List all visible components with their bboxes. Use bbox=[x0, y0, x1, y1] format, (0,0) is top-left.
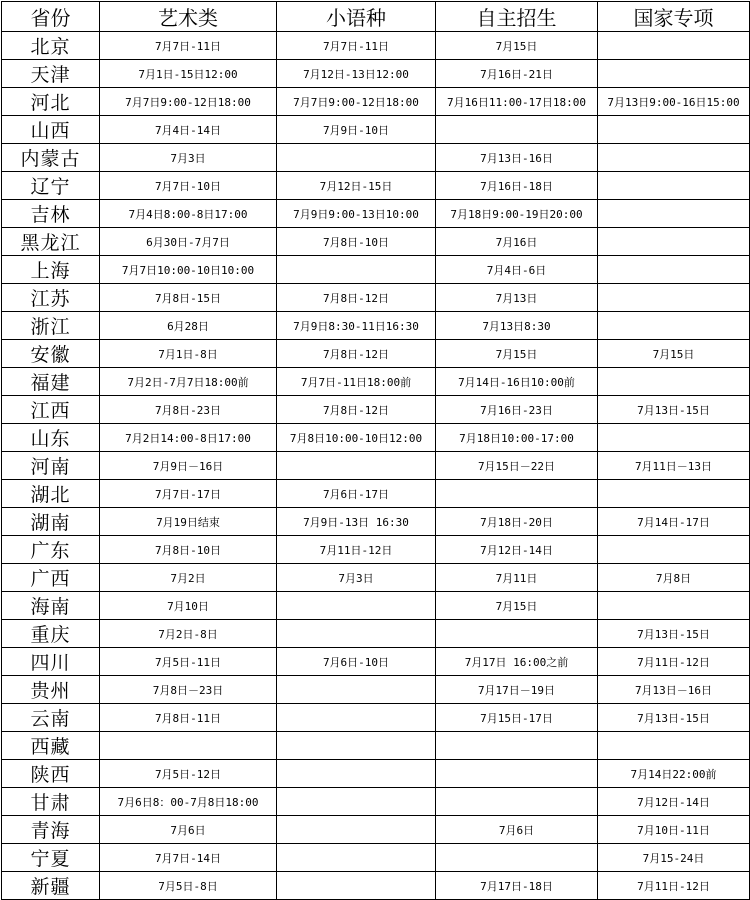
province-cell: 江西 bbox=[2, 396, 100, 424]
province-cell: 四川 bbox=[2, 648, 100, 676]
minor-language-cell bbox=[277, 788, 436, 816]
arts-cell: 7月5日-11日 bbox=[100, 648, 277, 676]
arts-cell: 7月2日 bbox=[100, 564, 277, 592]
province-cell: 安徽 bbox=[2, 340, 100, 368]
minor-language-cell bbox=[277, 704, 436, 732]
national-special-cell bbox=[598, 592, 750, 620]
arts-cell: 7月7日-17日 bbox=[100, 480, 277, 508]
national-special-cell: 7月11日-12日 bbox=[598, 648, 750, 676]
arts-cell: 7月4日-14日 bbox=[100, 116, 277, 144]
province-cell: 河南 bbox=[2, 452, 100, 480]
arts-cell bbox=[100, 732, 277, 760]
national-special-cell bbox=[598, 200, 750, 228]
table-row bbox=[2, 88, 750, 116]
national-special-cell bbox=[598, 312, 750, 340]
national-special-cell bbox=[598, 256, 750, 284]
arts-cell: 7月10日 bbox=[100, 592, 277, 620]
independent-enrollment-cell bbox=[436, 844, 598, 872]
arts-cell: 7月7日9:00-12日18:00 bbox=[100, 88, 277, 116]
province-cell: 西藏 bbox=[2, 732, 100, 760]
table-row bbox=[2, 144, 750, 172]
enrollment-schedule-table bbox=[1, 1, 750, 900]
province-cell: 内蒙古 bbox=[2, 144, 100, 172]
province-cell: 云南 bbox=[2, 704, 100, 732]
minor-language-cell bbox=[277, 844, 436, 872]
arts-cell: 7月7日-11日 bbox=[100, 32, 277, 60]
minor-language-cell: 7月9日8:30-11日16:30 bbox=[277, 312, 436, 340]
independent-enrollment-cell: 7月13日 bbox=[436, 284, 598, 312]
province-cell: 湖北 bbox=[2, 480, 100, 508]
table-body bbox=[2, 32, 750, 900]
province-cell: 贵州 bbox=[2, 676, 100, 704]
national-special-cell: 7月15日 bbox=[598, 340, 750, 368]
national-special-cell bbox=[598, 144, 750, 172]
minor-language-cell: 7月6日-17日 bbox=[277, 480, 436, 508]
independent-enrollment-cell: 7月15日 bbox=[436, 340, 598, 368]
national-special-cell bbox=[598, 116, 750, 144]
independent-enrollment-cell: 7月15日 bbox=[436, 592, 598, 620]
independent-enrollment-cell: 7月15日 bbox=[436, 32, 598, 60]
independent-enrollment-cell: 7月14日-16日10:00前 bbox=[436, 368, 598, 396]
table-row bbox=[2, 368, 750, 396]
arts-cell: 7月8日-11日 bbox=[100, 704, 277, 732]
minor-language-cell bbox=[277, 816, 436, 844]
province-cell: 福建 bbox=[2, 368, 100, 396]
independent-enrollment-cell bbox=[436, 760, 598, 788]
province-cell: 北京 bbox=[2, 32, 100, 60]
national-special-cell: 7月15-24日 bbox=[598, 844, 750, 872]
province-cell: 广东 bbox=[2, 536, 100, 564]
arts-cell: 7月2日14:00-8日17:00 bbox=[100, 424, 277, 452]
independent-enrollment-cell: 7月13日8:30 bbox=[436, 312, 598, 340]
table-row bbox=[2, 116, 750, 144]
province-cell: 河北 bbox=[2, 88, 100, 116]
national-special-cell: 7月11日－13日 bbox=[598, 452, 750, 480]
table-row bbox=[2, 312, 750, 340]
minor-language-cell: 7月8日10:00-10日12:00 bbox=[277, 424, 436, 452]
national-special-cell: 7月13日－16日 bbox=[598, 676, 750, 704]
table-row bbox=[2, 284, 750, 312]
table-row bbox=[2, 592, 750, 620]
arts-cell: 7月2日-7月7日18:00前 bbox=[100, 368, 277, 396]
national-special-cell bbox=[598, 172, 750, 200]
table-row bbox=[2, 172, 750, 200]
table-row bbox=[2, 340, 750, 368]
minor-language-cell bbox=[277, 144, 436, 172]
independent-enrollment-cell: 7月15日-17日 bbox=[436, 704, 598, 732]
national-special-cell bbox=[598, 536, 750, 564]
table-row bbox=[2, 228, 750, 256]
table-row bbox=[2, 788, 750, 816]
minor-language-cell: 7月8日-12日 bbox=[277, 396, 436, 424]
province-cell: 天津 bbox=[2, 60, 100, 88]
independent-enrollment-cell bbox=[436, 116, 598, 144]
table-row bbox=[2, 60, 750, 88]
minor-language-cell: 7月8日-12日 bbox=[277, 284, 436, 312]
province-cell: 青海 bbox=[2, 816, 100, 844]
table-row bbox=[2, 648, 750, 676]
province-cell: 吉林 bbox=[2, 200, 100, 228]
minor-language-cell: 7月7日-11日 bbox=[277, 32, 436, 60]
national-special-cell: 7月11日-12日 bbox=[598, 872, 750, 900]
national-special-cell bbox=[598, 368, 750, 396]
province-cell: 甘肃 bbox=[2, 788, 100, 816]
national-special-cell: 7月13日9:00-16日15:00 bbox=[598, 88, 750, 116]
arts-cell: 7月6日 bbox=[100, 816, 277, 844]
arts-cell: 7月5日-12日 bbox=[100, 760, 277, 788]
independent-enrollment-cell: 7月12日-14日 bbox=[436, 536, 598, 564]
table-row bbox=[2, 620, 750, 648]
national-special-cell: 7月8日 bbox=[598, 564, 750, 592]
province-cell: 湖南 bbox=[2, 508, 100, 536]
province-cell: 浙江 bbox=[2, 312, 100, 340]
independent-enrollment-cell: 7月16日11:00-17日18:00 bbox=[436, 88, 598, 116]
minor-language-cell bbox=[277, 872, 436, 900]
table-row bbox=[2, 536, 750, 564]
minor-language-cell bbox=[277, 256, 436, 284]
header-row bbox=[2, 2, 750, 32]
table-row bbox=[2, 200, 750, 228]
minor-language-cell: 7月9日-13日 16:30 bbox=[277, 508, 436, 536]
table-row bbox=[2, 704, 750, 732]
national-special-cell: 7月13日-15日 bbox=[598, 620, 750, 648]
independent-enrollment-cell bbox=[436, 480, 598, 508]
province-cell: 海南 bbox=[2, 592, 100, 620]
independent-enrollment-cell: 7月6日 bbox=[436, 816, 598, 844]
table-row bbox=[2, 676, 750, 704]
table-row bbox=[2, 452, 750, 480]
independent-enrollment-cell: 7月11日 bbox=[436, 564, 598, 592]
minor-language-cell: 7月8日-12日 bbox=[277, 340, 436, 368]
table-row bbox=[2, 32, 750, 60]
arts-cell: 7月8日-23日 bbox=[100, 396, 277, 424]
national-special-cell: 7月13日-15日 bbox=[598, 396, 750, 424]
province-cell: 新疆 bbox=[2, 872, 100, 900]
minor-language-cell: 7月12日-15日 bbox=[277, 172, 436, 200]
column-header-independent-enrollment: 自主招生 bbox=[436, 2, 598, 32]
minor-language-cell bbox=[277, 732, 436, 760]
national-special-cell bbox=[598, 228, 750, 256]
independent-enrollment-cell: 7月17日-18日 bbox=[436, 872, 598, 900]
arts-cell: 7月8日－23日 bbox=[100, 676, 277, 704]
minor-language-cell: 7月7日9:00-12日18:00 bbox=[277, 88, 436, 116]
independent-enrollment-cell: 7月17日 16:00之前 bbox=[436, 648, 598, 676]
column-header-province: 省份 bbox=[2, 2, 100, 32]
arts-cell: 7月1日-15日12:00 bbox=[100, 60, 277, 88]
minor-language-cell bbox=[277, 620, 436, 648]
independent-enrollment-cell bbox=[436, 620, 598, 648]
arts-cell: 7月5日-8日 bbox=[100, 872, 277, 900]
arts-cell: 7月19日结束 bbox=[100, 508, 277, 536]
arts-cell: 7月7日-14日 bbox=[100, 844, 277, 872]
table-row bbox=[2, 564, 750, 592]
national-special-cell bbox=[598, 424, 750, 452]
arts-cell: 7月2日-8日 bbox=[100, 620, 277, 648]
province-cell: 宁夏 bbox=[2, 844, 100, 872]
table-row bbox=[2, 844, 750, 872]
arts-cell: 7月4日8:00-8日17:00 bbox=[100, 200, 277, 228]
independent-enrollment-cell: 7月17日－19日 bbox=[436, 676, 598, 704]
table-row bbox=[2, 256, 750, 284]
table-row bbox=[2, 816, 750, 844]
minor-language-cell: 7月6日-10日 bbox=[277, 648, 436, 676]
independent-enrollment-cell: 7月16日-21日 bbox=[436, 60, 598, 88]
minor-language-cell bbox=[277, 452, 436, 480]
minor-language-cell: 7月12日-13日12:00 bbox=[277, 60, 436, 88]
independent-enrollment-cell: 7月18日10:00-17:00 bbox=[436, 424, 598, 452]
province-cell: 广西 bbox=[2, 564, 100, 592]
national-special-cell: 7月12日-14日 bbox=[598, 788, 750, 816]
minor-language-cell bbox=[277, 760, 436, 788]
arts-cell: 7月1日-8日 bbox=[100, 340, 277, 368]
independent-enrollment-cell: 7月4日-6日 bbox=[436, 256, 598, 284]
column-header-minor-language: 小语种 bbox=[277, 2, 436, 32]
province-cell: 辽宁 bbox=[2, 172, 100, 200]
arts-cell: 7月7日10:00-10日10:00 bbox=[100, 256, 277, 284]
province-cell: 上海 bbox=[2, 256, 100, 284]
table-row bbox=[2, 760, 750, 788]
national-special-cell bbox=[598, 32, 750, 60]
national-special-cell bbox=[598, 732, 750, 760]
table-row bbox=[2, 508, 750, 536]
independent-enrollment-cell bbox=[436, 788, 598, 816]
column-header-national-special: 国家专项 bbox=[598, 2, 750, 32]
minor-language-cell: 7月9日-10日 bbox=[277, 116, 436, 144]
arts-cell: 7月9日－16日 bbox=[100, 452, 277, 480]
independent-enrollment-cell: 7月16日 bbox=[436, 228, 598, 256]
arts-cell: 7月8日-10日 bbox=[100, 536, 277, 564]
minor-language-cell: 7月3日 bbox=[277, 564, 436, 592]
minor-language-cell: 7月11日-12日 bbox=[277, 536, 436, 564]
table-row bbox=[2, 424, 750, 452]
table-row bbox=[2, 732, 750, 760]
minor-language-cell bbox=[277, 676, 436, 704]
table-row bbox=[2, 480, 750, 508]
minor-language-cell bbox=[277, 592, 436, 620]
national-special-cell: 7月10日-11日 bbox=[598, 816, 750, 844]
independent-enrollment-cell: 7月18日-20日 bbox=[436, 508, 598, 536]
arts-cell: 7月3日 bbox=[100, 144, 277, 172]
minor-language-cell: 7月8日-10日 bbox=[277, 228, 436, 256]
arts-cell: 7月6日8：00-7月8日18:00 bbox=[100, 788, 277, 816]
province-cell: 陕西 bbox=[2, 760, 100, 788]
table-row bbox=[2, 872, 750, 900]
column-header-arts: 艺术类 bbox=[100, 2, 277, 32]
minor-language-cell: 7月7日-11日18:00前 bbox=[277, 368, 436, 396]
independent-enrollment-cell: 7月15日－22日 bbox=[436, 452, 598, 480]
arts-cell: 7月8日-15日 bbox=[100, 284, 277, 312]
province-cell: 山西 bbox=[2, 116, 100, 144]
national-special-cell bbox=[598, 480, 750, 508]
province-cell: 重庆 bbox=[2, 620, 100, 648]
independent-enrollment-cell: 7月18日9:00-19日20:00 bbox=[436, 200, 598, 228]
national-special-cell bbox=[598, 60, 750, 88]
national-special-cell: 7月13日-15日 bbox=[598, 704, 750, 732]
national-special-cell bbox=[598, 284, 750, 312]
province-cell: 江苏 bbox=[2, 284, 100, 312]
province-cell: 山东 bbox=[2, 424, 100, 452]
arts-cell: 6月30日-7月7日 bbox=[100, 228, 277, 256]
national-special-cell: 7月14日22:00前 bbox=[598, 760, 750, 788]
arts-cell: 6月28日 bbox=[100, 312, 277, 340]
independent-enrollment-cell: 7月16日-23日 bbox=[436, 396, 598, 424]
table-row bbox=[2, 396, 750, 424]
independent-enrollment-cell bbox=[436, 732, 598, 760]
province-cell: 黑龙江 bbox=[2, 228, 100, 256]
independent-enrollment-cell: 7月16日-18日 bbox=[436, 172, 598, 200]
independent-enrollment-cell: 7月13日-16日 bbox=[436, 144, 598, 172]
arts-cell: 7月7日-10日 bbox=[100, 172, 277, 200]
national-special-cell: 7月14日-17日 bbox=[598, 508, 750, 536]
minor-language-cell: 7月9日9:00-13日10:00 bbox=[277, 200, 436, 228]
